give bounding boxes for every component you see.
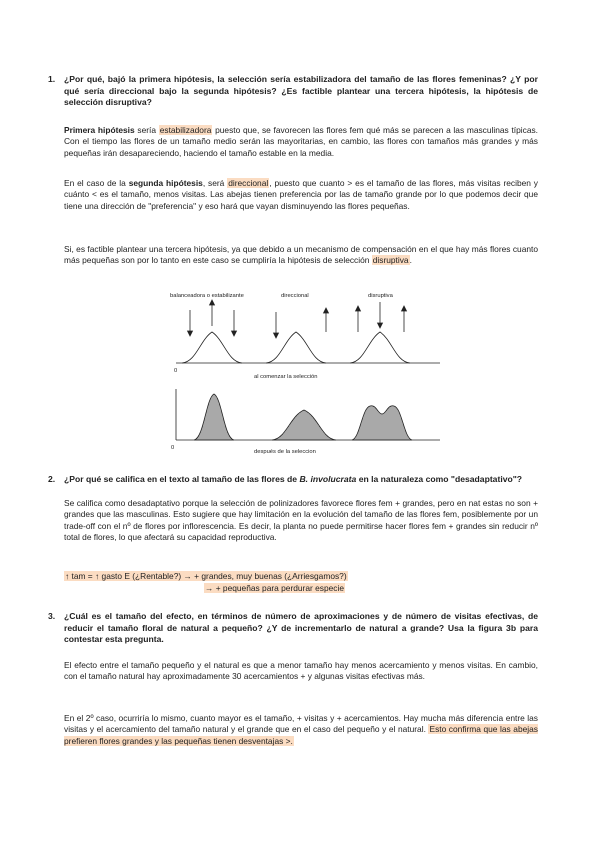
arrow-up-icon bbox=[210, 300, 215, 305]
highlight-disruptive: disruptiva bbox=[372, 255, 409, 266]
arrow-up-icon bbox=[324, 308, 329, 313]
term-first-hypothesis: Primera hipótesis bbox=[64, 125, 135, 135]
question-1 bbox=[48, 74, 538, 109]
question-text: ¿Cuál es el tamaño del efecto, en términos de número de aproximaciones y de número de visitas efectivas, de reducir el tamaño floral de natural a pequeño? ¿Y de incrementarlo de natural a grande? Usa la figura 3b para contestar esta pregunta. bbox=[64, 611, 538, 645]
question-text: ¿Por qué se califica en el texto al tamaño de las flores de B. involucrata en la naturaleza como "desadaptativo"? bbox=[64, 474, 523, 484]
species-name: B. involucrata bbox=[299, 474, 357, 484]
curve-after-stabilizing bbox=[194, 394, 234, 440]
arrow-down-icon bbox=[274, 333, 279, 338]
label-stabilizing: balanceadora o estabilizante bbox=[170, 293, 244, 299]
question-number: 1. bbox=[48, 74, 56, 84]
arrow-up-icon bbox=[402, 306, 407, 311]
axis-zero-top: 0 bbox=[174, 368, 178, 374]
curve-after-disruptive bbox=[352, 406, 412, 440]
answer-1-paragraph-1: Primera hipótesis sería estabilizadora puesto que, se favorecen las flores fem qué más se parecen a las masculinas típicas. Con el tiempo las flores de un tamaño medio serán las mayoritarias, en cambio, las flores con tamaños más grandes y más pequeñas irán desapareciendo, haciendo el tamaño estable en la media. bbox=[64, 125, 538, 158]
curve-initial-stabilizing bbox=[182, 332, 242, 363]
caption-initial: al comenzar la selección bbox=[254, 374, 318, 380]
arrow-down-icon bbox=[188, 331, 193, 336]
question-number: 3. bbox=[48, 611, 56, 621]
question-2 bbox=[48, 474, 538, 486]
arrow-down-icon bbox=[378, 323, 383, 328]
note-line-1: ↑ tam = ↑ gasto E (¿Rentable?) → + grandes, muy buenas (¿Arriesgamos?) bbox=[65, 571, 347, 581]
question-number: 2. bbox=[48, 474, 56, 484]
answer-2-paragraph: Se califica como desadaptativo porque la selección de polinizadores favorece flores fem + grandes, pero en nat estas no son + grandes que las masculinas. Esto sugiere que hay limitación en la evolución del tamaño de las flores fem, posiblemente por un trade-off con el nº de flores por inflorescencia. Es decir, la planta no puede permitirse hacer flores fem + grandes sin reducir nº total de flores, lo que afectará su capacidad reproductiva. bbox=[64, 498, 538, 543]
highlight-stabilizing: estabilizadora bbox=[159, 125, 212, 135]
highlight-directional: direccional bbox=[228, 178, 269, 188]
answer-3-paragraph-2: En el 2º caso, ocurriría lo mismo, cuanto mayor es el tamaño, + visitas y + acercamientos. Hay mucha más diferencia entre las visitas y el acercamiento del tamaño natural y el grande que en el caso del pequeño y el natural. Esto confirma que las abejas prefieren flores grandes y las pequeñas tienen desventajas >. bbox=[64, 713, 538, 746]
label-disruptive: disruptiva bbox=[368, 293, 393, 299]
answer-2-note bbox=[64, 571, 538, 595]
answer-1-paragraph-2: En el caso de la segunda hipótesis, será direccional, puesto que cuanto > es el tamaño de las flores, más visitas reciben y cuánto < es el tamaño, menos visitas. Las abejas tienen preferencia por las de tamaño grande por lo que podemos decir que tiene una dirección de "preferencia" y eso hará que vayan disminuyendo las flores pequeñas. bbox=[64, 178, 538, 211]
highlight-conclusion: Esto confirma que las abejas prefieren flores grandes y las pequeñas tienen desventajas >. bbox=[64, 724, 538, 746]
selection-types-figure bbox=[168, 290, 448, 460]
note-line-2: → + pequeñas para perdurar especie bbox=[205, 583, 344, 594]
term-second-hypothesis: segunda hipótesis bbox=[128, 178, 203, 188]
curve-after-directional bbox=[272, 410, 336, 440]
label-directional: direccional bbox=[281, 293, 309, 299]
arrow-up-icon bbox=[356, 306, 361, 311]
curve-initial-disruptive bbox=[350, 332, 410, 363]
question-3 bbox=[48, 611, 538, 646]
axis-zero-bottom: 0 bbox=[171, 445, 175, 451]
answer-1-paragraph-3: Si, es factible plantear una tercera hipótesis, ya que debido a un mecanismo de compensación en el que hay más flores cuanto más pequeñas son por lo tanto en este caso se cumpliría la hipótesis de selección disruptiva. bbox=[64, 244, 538, 266]
caption-after: después de la seleccion bbox=[254, 449, 316, 455]
answer-3-paragraph-1: El efecto entre el tamaño pequeño y el natural es que a menor tamaño hay menos acercamiento y menos visitas. En cambio, con el tamaño natural hay aproximadamente 30 acercamientos + y algunas visitas efectivas más. bbox=[64, 660, 538, 682]
arrow-down-icon bbox=[232, 331, 237, 336]
question-text: ¿Por qué, bajó la primera hipótesis, la selección sería estabilizadora del tamaño de las flores femeninas? ¿Y por qué sería direccional bajo la segunda hipótesis? ¿Es factible plantear una tercera hipótesis, la hipótesis de selección disruptiva? bbox=[64, 74, 538, 108]
